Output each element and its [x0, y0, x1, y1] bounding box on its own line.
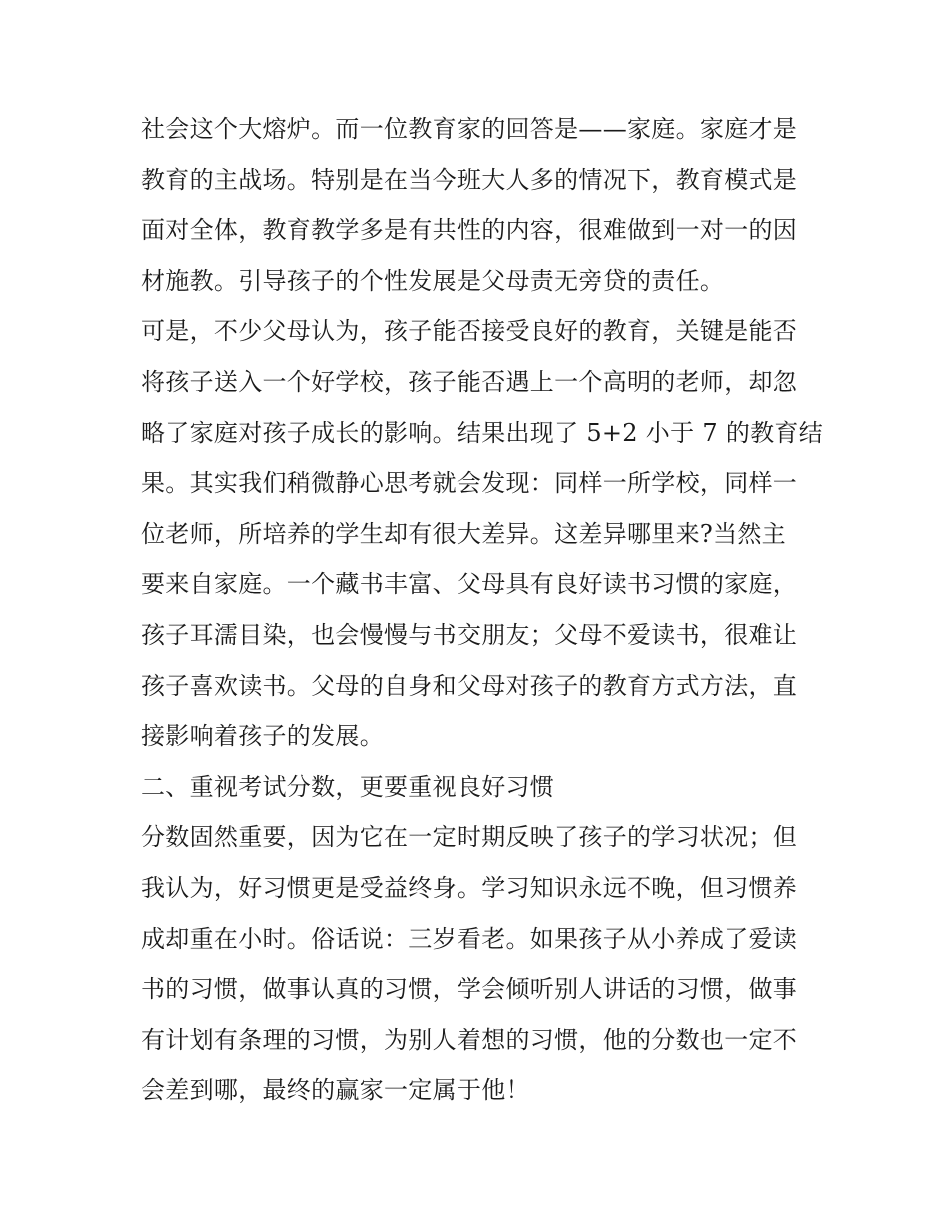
text-line: 要来自家庭。一个藏书丰富、父母具有良好读书习惯的家庭，: [141, 570, 798, 599]
text-line: 会差到哪，最终的赢家一定属于他！: [141, 1076, 530, 1105]
text-line: 果。其实我们稍微静心思考就会发现：同样一所学校，同样一: [141, 469, 798, 498]
text-line: 我认为，好习惯更是受益终身。学习知识永远不晚，但习惯养: [141, 873, 798, 902]
section-heading: 二、重视考试分数，更要重视良好习惯: [141, 772, 555, 801]
text-line: 材施教。引导孩子的个性发展是父母责无旁贷的责任。: [141, 266, 725, 295]
text-line: 分数固然重要，因为它在一定时期反映了孩子的学习状况；但: [141, 823, 798, 852]
document-body: [141, 104, 824, 1116]
text-line: 位老师，所培养的学生却有很大差异。这差异哪里来?当然主: [141, 519, 786, 548]
text-line: 面对全体，教育教学多是有共性的内容，很难做到一对一的因: [141, 216, 798, 245]
text-line: 孩子耳濡目染，也会慢慢与书交朋友；父母不爱读书，很难让: [141, 620, 798, 649]
text-line: 成却重在小时。俗话说：三岁看老。如果孩子从小养成了爱读: [141, 924, 798, 953]
text-line: 略了家庭对孩子成长的影响。结果出现了 5+2 小于 7 的教育结: [141, 418, 824, 447]
text-line: 将孩子送入一个好学校，孩子能否遇上一个高明的老师，却忽: [141, 367, 798, 396]
text-line: 教育的主战场。特别是在当今班大人多的情况下，教育模式是: [141, 165, 798, 194]
text-line: 接影响着孩子的发展。: [141, 722, 384, 751]
text-line: 可是，不少父母认为，孩子能否接受良好的教育，关键是能否: [141, 317, 798, 346]
text-line: 书的习惯，做事认真的习惯，学会倾听别人讲话的习惯，做事: [141, 975, 798, 1004]
text-line: 有计划有条理的习惯，为别人着想的习惯，他的分数也一定不: [141, 1025, 798, 1054]
text-line: 孩子喜欢读书。父母的自身和父母对孩子的教育方式方法，直: [141, 671, 798, 700]
text-line: 社会这个大熔炉。而一位教育家的回答是——家庭。家庭才是: [141, 115, 798, 143]
